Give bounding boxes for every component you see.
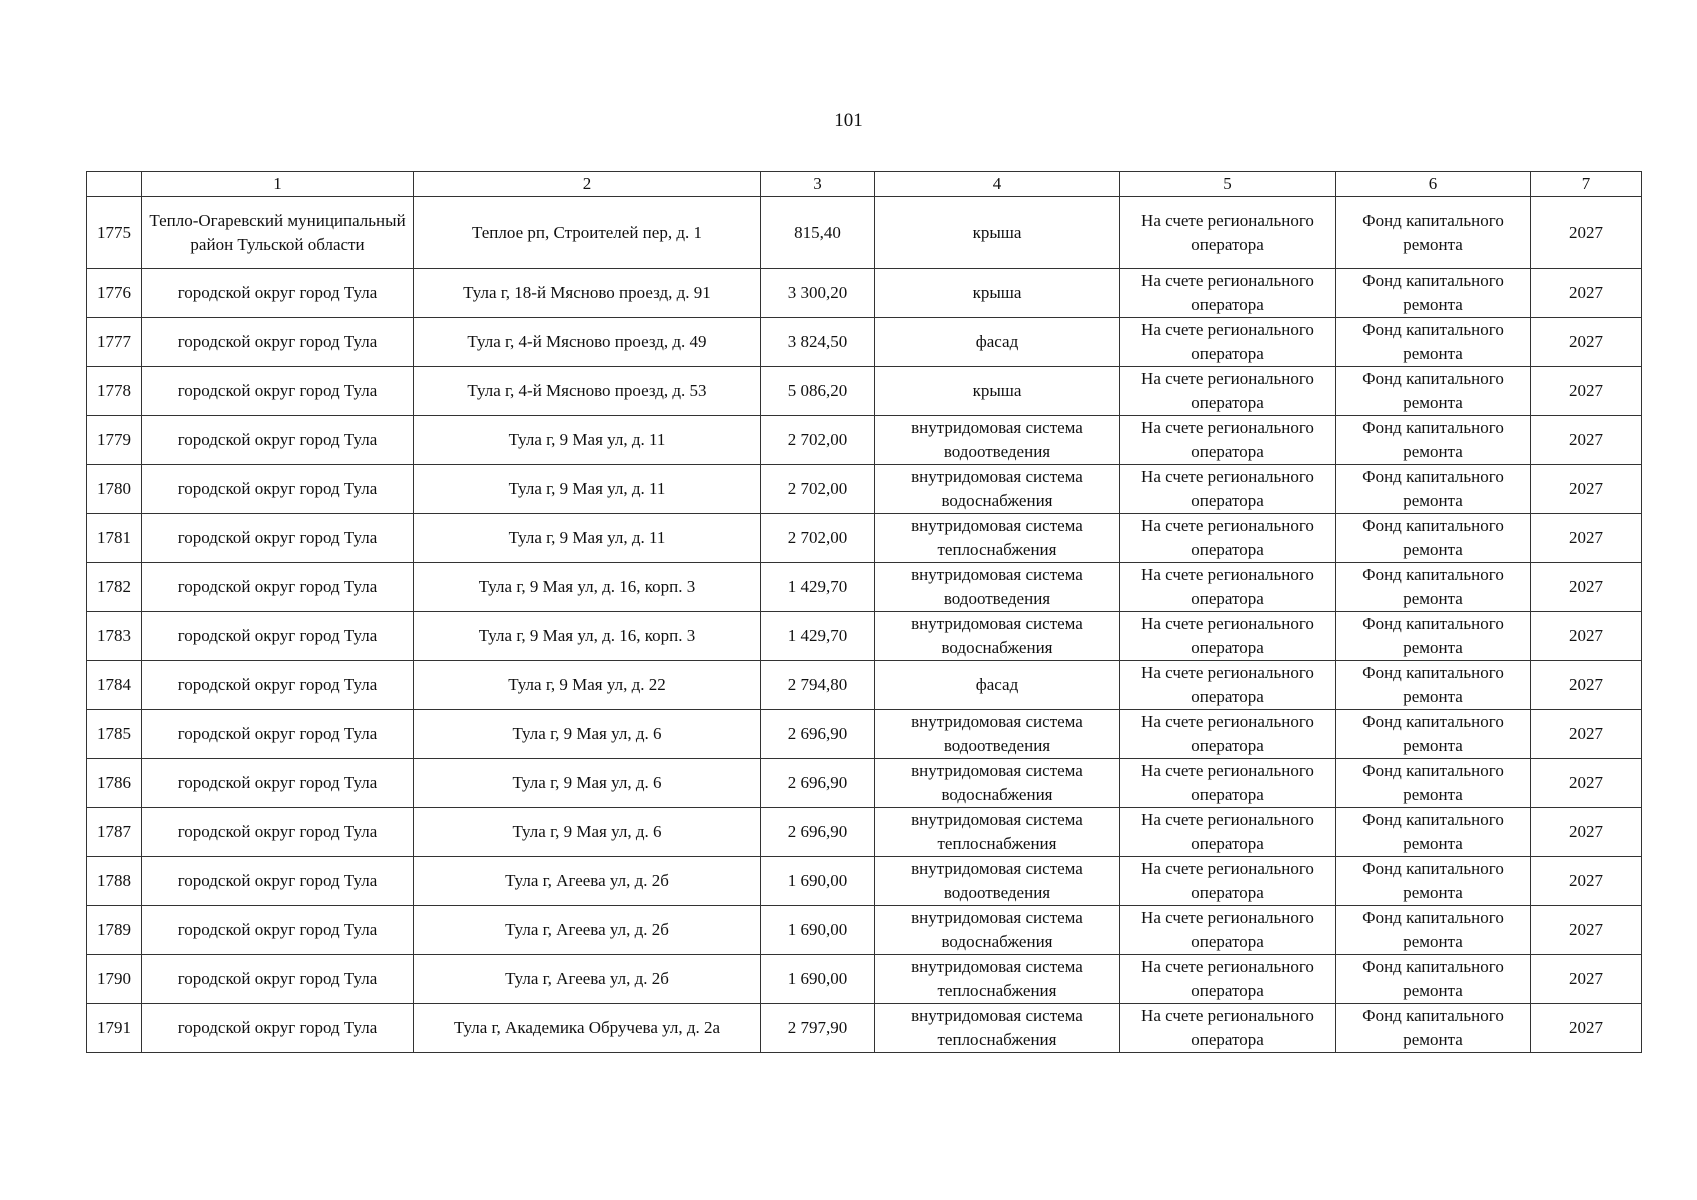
year-cell: 2027	[1531, 269, 1642, 318]
year-cell: 2027	[1531, 514, 1642, 563]
fund-type-cell: Фонд капитального ремонта	[1336, 710, 1531, 759]
repair-element-cell: внутридомовая система теплоснабжения	[875, 514, 1120, 563]
row-number-cell: 1775	[87, 197, 142, 269]
registry-table	[86, 171, 1642, 1053]
table-row	[87, 612, 1642, 661]
fund-type-cell: Фонд капитального ремонта	[1336, 808, 1531, 857]
year-cell: 2027	[1531, 367, 1642, 416]
repair-element-cell: внутридомовая система водоснабжения	[875, 465, 1120, 514]
fund-account-cell: На счете регионального оператора	[1120, 710, 1336, 759]
fund-type-cell: Фонд капитального ремонта	[1336, 514, 1531, 563]
header-cell: 5	[1120, 172, 1336, 197]
table-row	[87, 955, 1642, 1004]
repair-element-cell: внутридомовая система водоотведения	[875, 710, 1120, 759]
repair-element-cell: внутридомовая система теплоснабжения	[875, 1004, 1120, 1053]
row-number-cell: 1790	[87, 955, 142, 1004]
header-cell: 7	[1531, 172, 1642, 197]
municipality-cell: Тепло-Огаревский муниципальный район Тульской области	[142, 197, 414, 269]
fund-type-cell: Фонд капитального ремонта	[1336, 612, 1531, 661]
area-cell: 2 702,00	[761, 416, 875, 465]
row-number-cell: 1778	[87, 367, 142, 416]
area-cell: 2 797,90	[761, 1004, 875, 1053]
year-cell: 2027	[1531, 710, 1642, 759]
municipality-cell: городской округ город Тула	[142, 710, 414, 759]
address-cell: Тула г, 4-й Мясново проезд, д. 53	[414, 367, 761, 416]
municipality-cell: городской округ город Тула	[142, 612, 414, 661]
year-cell: 2027	[1531, 1004, 1642, 1053]
table-row	[87, 857, 1642, 906]
repair-element-cell: внутридомовая система теплоснабжения	[875, 955, 1120, 1004]
year-cell: 2027	[1531, 955, 1642, 1004]
year-cell: 2027	[1531, 906, 1642, 955]
address-cell: Тула г, 9 Мая ул, д. 11	[414, 465, 761, 514]
fund-type-cell: Фонд капитального ремонта	[1336, 1004, 1531, 1053]
header-cell: 2	[414, 172, 761, 197]
address-cell: Тула г, Агеева ул, д. 2б	[414, 906, 761, 955]
table-row	[87, 906, 1642, 955]
address-cell: Тула г, 18-й Мясново проезд, д. 91	[414, 269, 761, 318]
area-cell: 1 690,00	[761, 906, 875, 955]
row-number-cell: 1785	[87, 710, 142, 759]
repair-element-cell: фасад	[875, 318, 1120, 367]
area-cell: 2 696,90	[761, 808, 875, 857]
address-cell: Тула г, 4-й Мясново проезд, д. 49	[414, 318, 761, 367]
fund-type-cell: Фонд капитального ремонта	[1336, 661, 1531, 710]
fund-account-cell: На счете регионального оператора	[1120, 612, 1336, 661]
municipality-cell: городской округ город Тула	[142, 955, 414, 1004]
fund-account-cell: На счете регионального оператора	[1120, 197, 1336, 269]
area-cell: 815,40	[761, 197, 875, 269]
row-number-cell: 1777	[87, 318, 142, 367]
repair-element-cell: внутридомовая система водоотведения	[875, 857, 1120, 906]
area-cell: 2 696,90	[761, 759, 875, 808]
fund-account-cell: На счете регионального оператора	[1120, 269, 1336, 318]
fund-account-cell: На счете регионального оператора	[1120, 416, 1336, 465]
repair-element-cell: внутридомовая система водоотведения	[875, 416, 1120, 465]
address-cell: Тула г, 9 Мая ул, д. 6	[414, 710, 761, 759]
table-row	[87, 269, 1642, 318]
municipality-cell: городской округ город Тула	[142, 661, 414, 710]
repair-element-cell: фасад	[875, 661, 1120, 710]
municipality-cell: городской округ город Тула	[142, 808, 414, 857]
year-cell: 2027	[1531, 197, 1642, 269]
repair-element-cell: внутридомовая система водоотведения	[875, 563, 1120, 612]
table-row	[87, 367, 1642, 416]
municipality-cell: городской округ город Тула	[142, 1004, 414, 1053]
address-cell: Тула г, Агеева ул, д. 2б	[414, 955, 761, 1004]
area-cell: 5 086,20	[761, 367, 875, 416]
header-cell: 1	[142, 172, 414, 197]
table-row	[87, 759, 1642, 808]
year-cell: 2027	[1531, 661, 1642, 710]
year-cell: 2027	[1531, 857, 1642, 906]
municipality-cell: городской округ город Тула	[142, 514, 414, 563]
fund-type-cell: Фонд капитального ремонта	[1336, 269, 1531, 318]
header-cell: 4	[875, 172, 1120, 197]
header-row	[87, 172, 1642, 197]
table-row	[87, 710, 1642, 759]
registry-table-body	[87, 172, 1642, 1053]
row-number-cell: 1782	[87, 563, 142, 612]
fund-account-cell: На счете регионального оператора	[1120, 514, 1336, 563]
row-number-cell: 1789	[87, 906, 142, 955]
address-cell: Тула г, 9 Мая ул, д. 16, корп. 3	[414, 612, 761, 661]
municipality-cell: городской округ город Тула	[142, 759, 414, 808]
municipality-cell: городской округ город Тула	[142, 318, 414, 367]
year-cell: 2027	[1531, 318, 1642, 367]
municipality-cell: городской округ город Тула	[142, 367, 414, 416]
repair-element-cell: крыша	[875, 197, 1120, 269]
fund-type-cell: Фонд капитального ремонта	[1336, 416, 1531, 465]
fund-type-cell: Фонд капитального ремонта	[1336, 563, 1531, 612]
area-cell: 1 690,00	[761, 955, 875, 1004]
area-cell: 3 824,50	[761, 318, 875, 367]
address-cell: Теплое рп, Строителей пер, д. 1	[414, 197, 761, 269]
page-number: 101	[834, 110, 863, 131]
area-cell: 1 690,00	[761, 857, 875, 906]
header-cell	[87, 172, 142, 197]
address-cell: Тула г, 9 Мая ул, д. 22	[414, 661, 761, 710]
header-cell: 6	[1336, 172, 1531, 197]
fund-account-cell: На счете регионального оператора	[1120, 563, 1336, 612]
fund-type-cell: Фонд капитального ремонта	[1336, 197, 1531, 269]
area-cell: 2 696,90	[761, 710, 875, 759]
fund-type-cell: Фонд капитального ремонта	[1336, 465, 1531, 514]
row-number-cell: 1780	[87, 465, 142, 514]
address-cell: Тула г, 9 Мая ул, д. 6	[414, 808, 761, 857]
table-row	[87, 465, 1642, 514]
address-cell: Тула г, Академика Обручева ул, д. 2а	[414, 1004, 761, 1053]
fund-type-cell: Фонд капитального ремонта	[1336, 367, 1531, 416]
table-row	[87, 1004, 1642, 1053]
address-cell: Тула г, 9 Мая ул, д. 11	[414, 416, 761, 465]
fund-account-cell: На счете регионального оператора	[1120, 318, 1336, 367]
fund-account-cell: На счете регионального оператора	[1120, 906, 1336, 955]
municipality-cell: городской округ город Тула	[142, 465, 414, 514]
area-cell: 2 794,80	[761, 661, 875, 710]
table-row	[87, 514, 1642, 563]
table-row	[87, 197, 1642, 269]
fund-type-cell: Фонд капитального ремонта	[1336, 857, 1531, 906]
row-number-cell: 1787	[87, 808, 142, 857]
row-number-cell: 1786	[87, 759, 142, 808]
repair-element-cell: внутридомовая система теплоснабжения	[875, 808, 1120, 857]
table-row	[87, 808, 1642, 857]
header-cell: 3	[761, 172, 875, 197]
row-number-cell: 1781	[87, 514, 142, 563]
fund-type-cell: Фонд капитального ремонта	[1336, 318, 1531, 367]
address-cell: Тула г, 9 Мая ул, д. 16, корп. 3	[414, 563, 761, 612]
fund-account-cell: На счете регионального оператора	[1120, 1004, 1336, 1053]
table-row	[87, 661, 1642, 710]
row-number-cell: 1783	[87, 612, 142, 661]
address-cell: Тула г, 9 Мая ул, д. 11	[414, 514, 761, 563]
fund-type-cell: Фонд капитального ремонта	[1336, 955, 1531, 1004]
repair-element-cell: внутридомовая система водоснабжения	[875, 759, 1120, 808]
area-cell: 3 300,20	[761, 269, 875, 318]
fund-account-cell: На счете регионального оператора	[1120, 367, 1336, 416]
year-cell: 2027	[1531, 612, 1642, 661]
fund-type-cell: Фонд капитального ремонта	[1336, 759, 1531, 808]
fund-account-cell: На счете регионального оператора	[1120, 955, 1336, 1004]
row-number-cell: 1791	[87, 1004, 142, 1053]
fund-account-cell: На счете регионального оператора	[1120, 661, 1336, 710]
municipality-cell: городской округ город Тула	[142, 906, 414, 955]
repair-element-cell: крыша	[875, 269, 1120, 318]
municipality-cell: городской округ город Тула	[142, 269, 414, 318]
fund-type-cell: Фонд капитального ремонта	[1336, 906, 1531, 955]
row-number-cell: 1776	[87, 269, 142, 318]
year-cell: 2027	[1531, 416, 1642, 465]
fund-account-cell: На счете регионального оператора	[1120, 808, 1336, 857]
municipality-cell: городской округ город Тула	[142, 563, 414, 612]
row-number-cell: 1788	[87, 857, 142, 906]
table-row	[87, 563, 1642, 612]
row-number-cell: 1779	[87, 416, 142, 465]
table-row	[87, 318, 1642, 367]
fund-account-cell: На счете регионального оператора	[1120, 465, 1336, 514]
municipality-cell: городской округ город Тула	[142, 857, 414, 906]
year-cell: 2027	[1531, 563, 1642, 612]
fund-account-cell: На счете регионального оператора	[1120, 759, 1336, 808]
area-cell: 1 429,70	[761, 563, 875, 612]
area-cell: 1 429,70	[761, 612, 875, 661]
year-cell: 2027	[1531, 759, 1642, 808]
year-cell: 2027	[1531, 465, 1642, 514]
repair-element-cell: внутридомовая система водоснабжения	[875, 906, 1120, 955]
repair-element-cell: внутридомовая система водоснабжения	[875, 612, 1120, 661]
year-cell: 2027	[1531, 808, 1642, 857]
municipality-cell: городской округ город Тула	[142, 416, 414, 465]
table-row	[87, 416, 1642, 465]
address-cell: Тула г, Агеева ул, д. 2б	[414, 857, 761, 906]
address-cell: Тула г, 9 Мая ул, д. 6	[414, 759, 761, 808]
area-cell: 2 702,00	[761, 465, 875, 514]
fund-account-cell: На счете регионального оператора	[1120, 857, 1336, 906]
repair-element-cell: крыша	[875, 367, 1120, 416]
row-number-cell: 1784	[87, 661, 142, 710]
area-cell: 2 702,00	[761, 514, 875, 563]
